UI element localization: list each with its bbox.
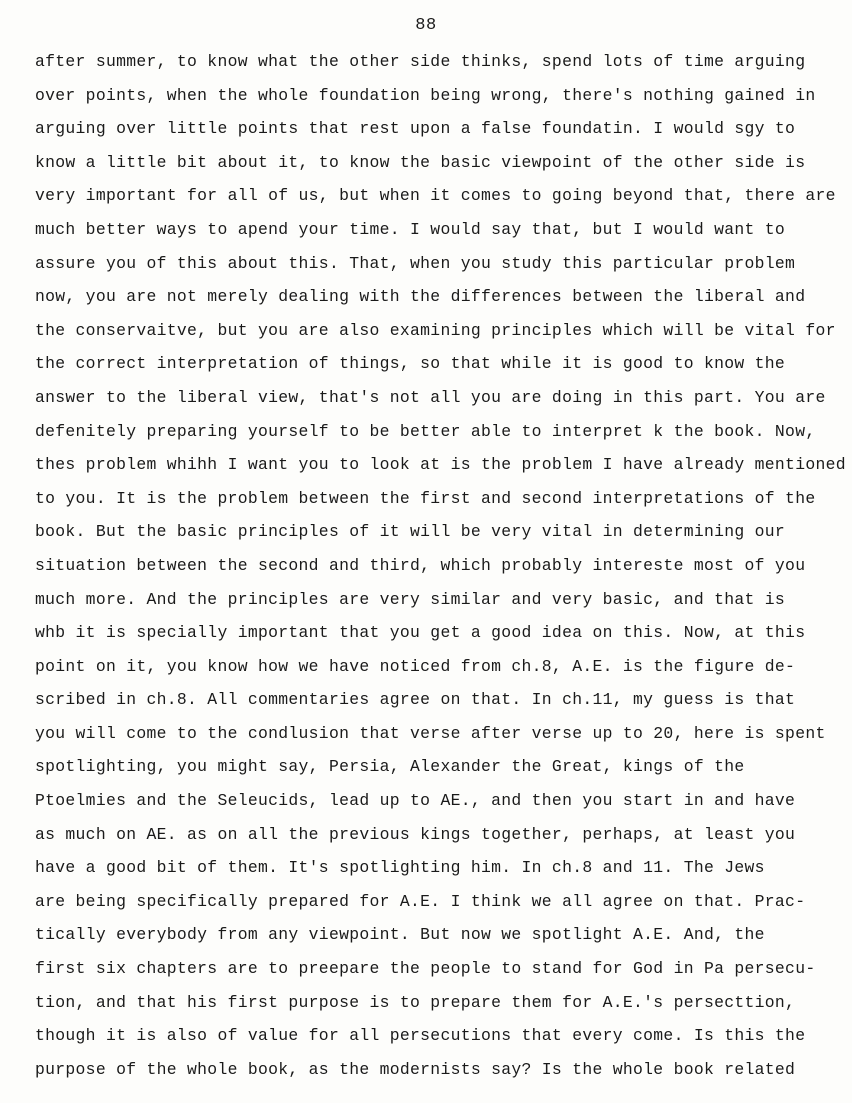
text-line: now, you are not merely dealing with the differences between the liberal and bbox=[35, 287, 806, 307]
text-line: book. But the basic principles of it will be very vital in determining our bbox=[35, 522, 786, 542]
text-line: scribed in ch.8. All commentaries agree on that. In ch.11, my guess is that bbox=[35, 690, 796, 710]
text-line: whb it is specially important that you get a good idea on this. Now, at this bbox=[35, 623, 806, 643]
text-line: defenitely preparing yourself to be better able to interpret k the book. Now, bbox=[35, 421, 816, 441]
text-line: answer to the liberal view, that's not all you are doing in this part. You are bbox=[35, 387, 826, 407]
text-line: to you. It is the problem between the first and second interpretations of the bbox=[35, 488, 816, 508]
text-line: after summer, to know what the other side thinks, spend lots of time arguing bbox=[35, 52, 806, 71]
text-line: over points, when the whole foundation being wrong, there's nothing gained in bbox=[35, 85, 816, 105]
text-line: much better ways to apend your time. I would say that, but I would want to bbox=[35, 219, 786, 239]
text-line: first six chapters are to preepare the people to stand for God in Pa persecu- bbox=[35, 959, 816, 979]
text-line: spotlighting, you might say, Persia, Alexander the Great, kings of the bbox=[35, 757, 745, 777]
text-line: situation between the second and third, which probably intereste most of you bbox=[35, 555, 806, 575]
page-number: 88 bbox=[415, 16, 437, 35]
text-line: the conservaitve, but you are also examining principles which will be vital for bbox=[35, 320, 836, 340]
text-line: much more. And the principles are very similar and very basic, and that is bbox=[35, 589, 786, 609]
body-text bbox=[35, 50, 846, 1091]
text-line: assure you of this about this. That, when you study this particular problem bbox=[35, 253, 796, 273]
text-line: have a good bit of them. It's spotlighting him. In ch.8 and 11. The Jews bbox=[35, 858, 765, 878]
text-line: you will come to the condlusion that verse after verse up to 20, here is spent bbox=[35, 723, 826, 743]
text-line: point on it, you know how we have noticed from ch.8, A.E. is the figure de- bbox=[35, 656, 796, 676]
text-line: purpose of the whole book, as the modernists say? Is the whole book related bbox=[35, 1059, 796, 1079]
text-line: arguing over little points that rest upon a false foundatin. I would sgy to bbox=[35, 119, 796, 139]
text-line: thes problem whihh I want you to look at is the problem I have already mentioned bbox=[35, 455, 846, 475]
text-line: though it is also of value for all persecutions that every come. Is this the bbox=[35, 1026, 806, 1046]
text-line: are being specifically prepared for A.E. I think we all agree on that. Prac- bbox=[35, 891, 806, 911]
text-line: Ptoelmies and the Seleucids, lead up to AE., and then you start in and have bbox=[35, 791, 796, 811]
text-line: know a little bit about it, to know the basic viewpoint of the other side is bbox=[35, 152, 806, 172]
text-line: the correct interpretation of things, so that while it is good to know the bbox=[35, 354, 786, 374]
text-line: tically everybody from any viewpoint. But now we spotlight A.E. And, the bbox=[35, 925, 765, 945]
text-line: as much on AE. as on all the previous kings together, perhaps, at least you bbox=[35, 824, 796, 844]
text-line: tion, and that his first purpose is to prepare them for A.E.'s persecttion, bbox=[35, 992, 796, 1012]
text-line: very important for all of us, but when it comes to going beyond that, there are bbox=[35, 186, 836, 206]
